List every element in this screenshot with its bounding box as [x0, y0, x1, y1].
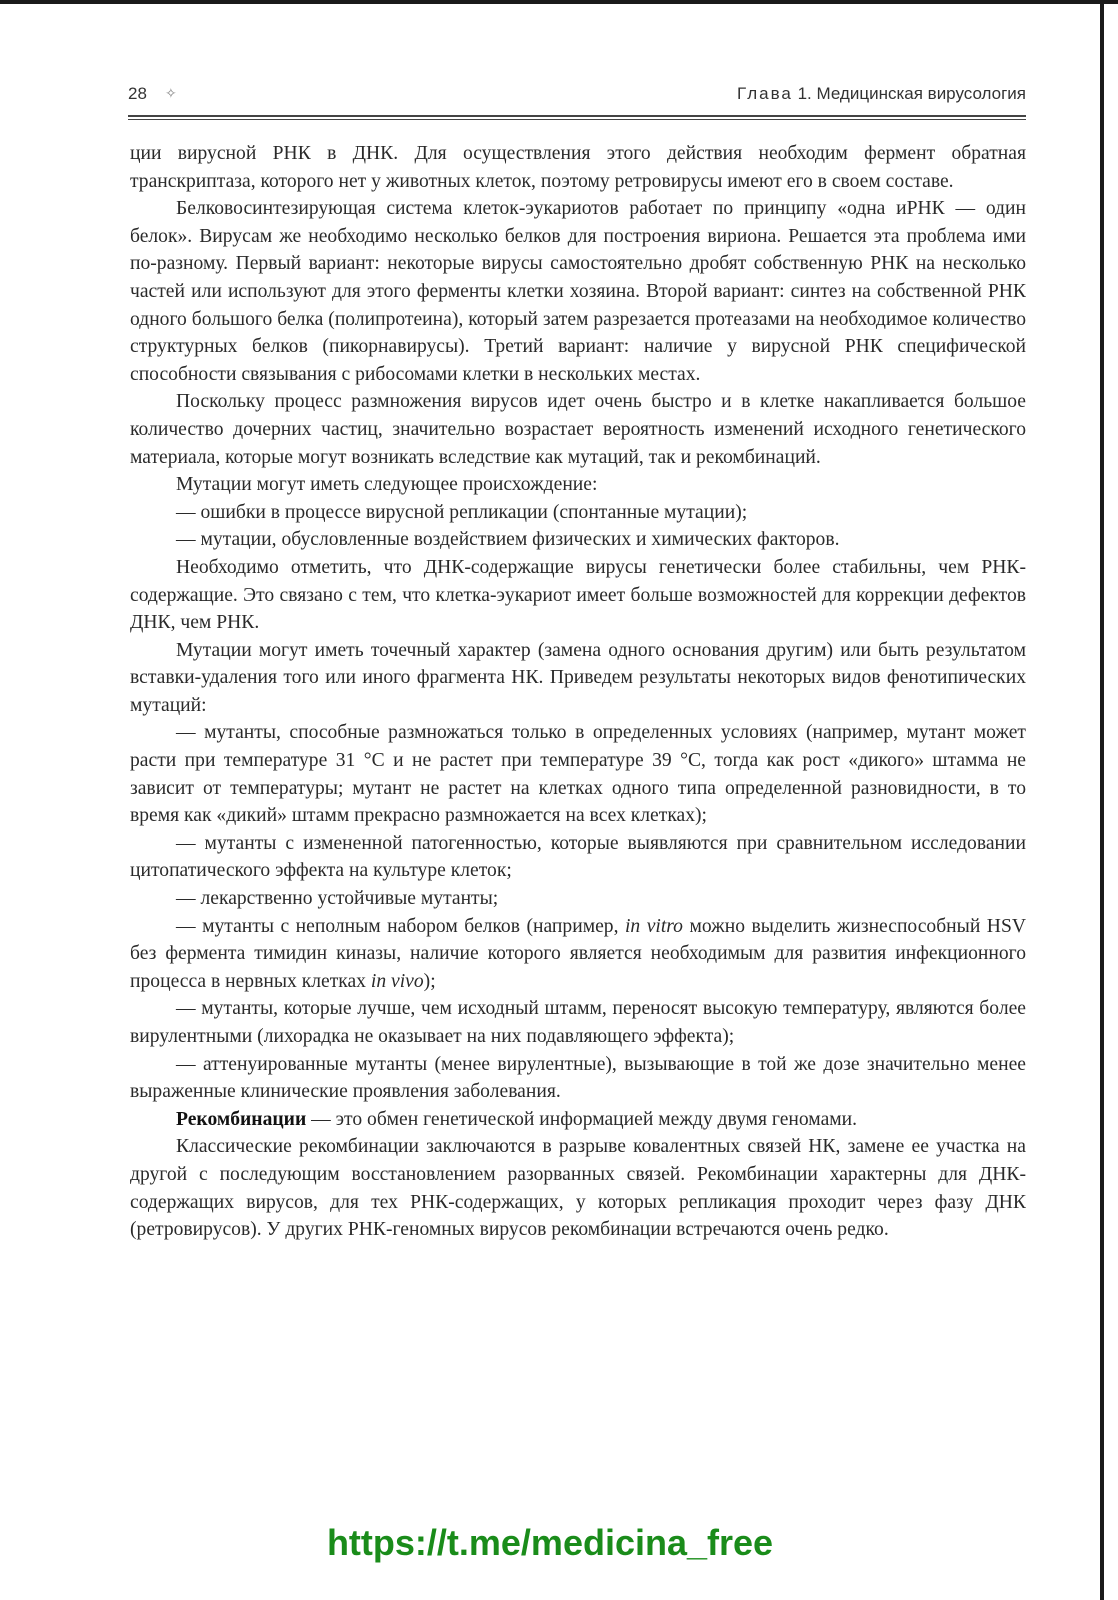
watermark-link[interactable]: https://t.me/medicina_free: [326, 1522, 774, 1563]
chapter-heading: [737, 84, 1026, 104]
paragraph: Поскольку процесс размножения вирусов идет очень быстро и в клетке накапливается большое количество дочерних частиц, значительно возрастает вероятность изменений исходного генетического материала, которые могут возникать вследствие как мутаций, так и рекомбинаций.: [130, 391, 1026, 468]
list-item: — лекарственно устойчивые мутанты;: [176, 888, 499, 910]
header-rule-thin: [128, 119, 1026, 120]
list-item: — ошибки в процессе вирусной репликации (спонтанные мутации);: [176, 501, 748, 523]
italic-term: in vitro: [624, 915, 683, 937]
text-run: можно выделить жизнеспособный HSV без фермента тимидин киназы, наличие которого является необходимым для развития инфекционного процесса в нервных клетках: [130, 915, 1026, 992]
paragraph: Классические рекомбинации заключаются в разрыве ковалентных связей НК, замене ее участка на другой с последующим восстановлением разорванных связей. Рекомбинации характерны для ДНК-содержащих вирусов, для тех РНК-содержащих, у которых репликация проходит через фазу ДНК (ретровирусов). У других РНК-геномных вирусов рекомбинации встречаются очень редко.: [130, 1136, 1026, 1241]
text-run: — это обмен генетической информацией между двумя геномами.: [306, 1108, 858, 1130]
list-item: — мутации, обусловленные воздействием физических и химических факторов.: [176, 529, 840, 551]
paragraph: Мутации могут иметь следующее происхождение:: [176, 474, 598, 496]
paragraph: ции вирусной РНК в ДНК. Для осуществления этого действия необходим фермент обратная транскриптаза, которого нет у животных клеток, поэтому ретровирусы имеют его в своем составе.: [130, 143, 1026, 192]
paragraph: Необходимо отметить, что ДНК-содержащие вирусы генетически более стабильны, чем РНК-содержащие. Это связано с тем, что клетка-эукариот имеет больше возможностей для коррекции дефектов ДНК, чем РНК.: [130, 556, 1026, 634]
list-item: [130, 913, 1026, 996]
page-body: [130, 140, 1026, 1244]
diamond-ornament-icon: ✧: [165, 85, 177, 101]
paragraph: Мутации могут иметь точечный характер (замена одного основания другим) или быть результатом вставки-удаления того или иного фрагмента НК. Приведем результаты некоторых видов фенотипических мутаций:: [130, 639, 1026, 716]
list-item: — аттенуированные мутанты (менее вирулентные), вызывающие в той же дозе значительно менее выраженные клинические проявления заболевания.: [130, 1053, 1026, 1103]
italic-term: in vivo: [370, 970, 424, 992]
chapter-word: Глава: [736, 84, 793, 103]
chapter-title: 1. Медицинская вирусология: [797, 84, 1026, 103]
paragraph: [130, 1106, 1026, 1134]
header-rule-thick: [128, 115, 1026, 117]
text-run: );: [423, 970, 436, 992]
right-border: [1100, 0, 1104, 1600]
list-item: — мутанты, способные размножаться только в определенных условиях (например, мутант может расти при температуре 31 °С и не растет при температуре 39 °С, тогда как рост «дикого» штамма не зависит от температуры; мутант не растет на клетках одного типа определенной разновидности, в то время как «дикий» штамм прекрасно размножается на всех клетках);: [130, 722, 1026, 827]
bold-term: Рекомбинации: [176, 1108, 307, 1130]
list-item: — мутанты с измененной патогенностью, которые выявляются при сравнительном исследовании цитопатического эффекта на культуре клеток;: [130, 832, 1026, 882]
top-border: [0, 0, 1118, 4]
running-header: [128, 84, 1026, 110]
paragraph: Белковосинтезирующая система клеток-эукариотов работает по принципу «одна иРНК — один белок». Вирусам же необходимо несколько белков для построения вириона. Решается эта проблема ими по-разному. Первый вариант: некоторые вирусы самостоятельно дробят собственную РНК на несколько частей или используют для этого ферменты клетки хозяина. Второй вариант: синтез на собственной РНК одного большого белка (полипротеина), который затем разрезается протеазами на необходимое количество структурных белков (пикорнавирусы). Третий вариант: наличие у вирусной РНК специфической способности связывания с рибосомами клетки в нескольких местах.: [130, 198, 1026, 385]
list-item: — мутанты, которые лучше, чем исходный штамм, переносят высокую температуру, являются более вирулентными (лихорадка не оказывает на них подавляющего эффекта);: [130, 998, 1026, 1047]
page-number: 28: [128, 84, 147, 103]
text-run: — мутанты с неполным набором белков (например,: [176, 915, 625, 937]
